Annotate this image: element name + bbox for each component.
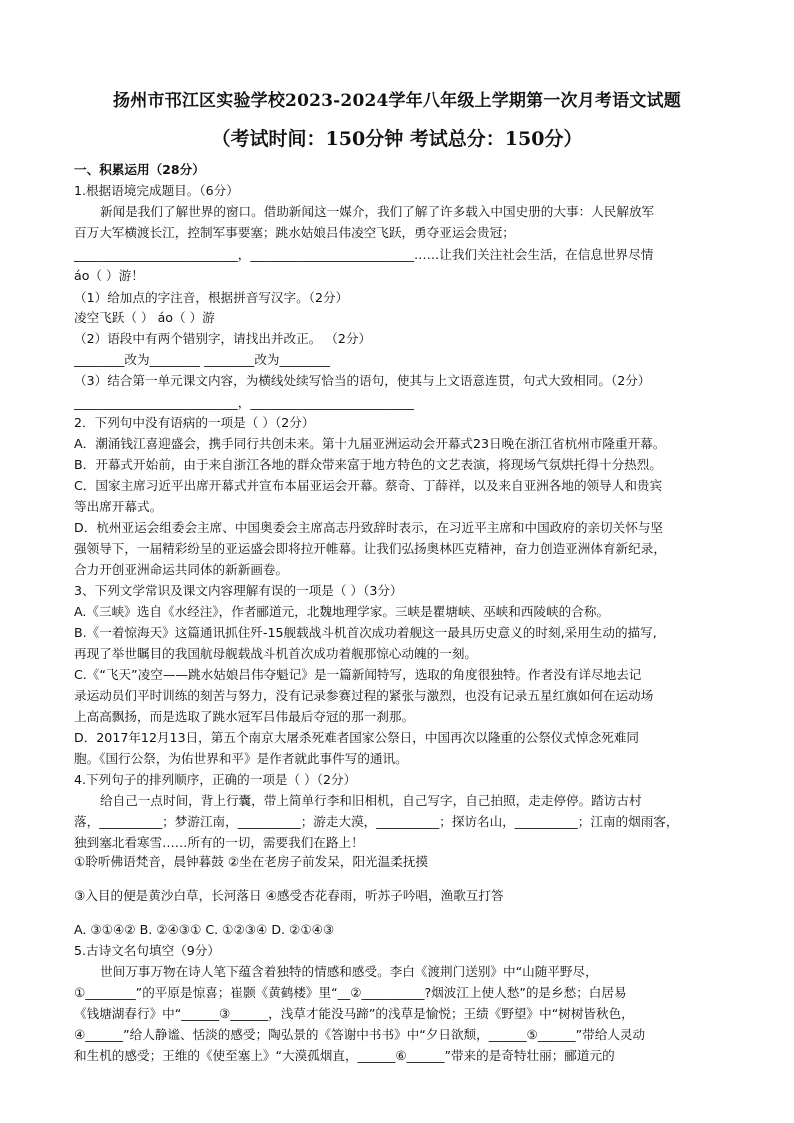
option-line: C.《“飞天”凌空——跳水姑娘吕伟夺魁记》是一篇新闻特写，选取的角度很独特。作者没有详尽地去记: [74, 667, 642, 682]
option-line: D．杭州亚运会组委会主席、中国奥委会主席高志丹致辞时表示，在习近平主席和中国政府的亲切关怀与坚: [74, 520, 664, 535]
option-line: 再现了举世瞩目的我国航母舰载战斗机首次成功着舰那惊心动魄的一刻。: [74, 646, 477, 661]
option-line: B．开幕式开始前，由于来自浙江各地的群众带来富于地方特色的文艺表演，将现场气氛烘托得十分热烈。: [74, 457, 662, 472]
passage-line: ①________”的平原是惊喜；崔颢《黄鹤楼》里“__②__________?烟波江上使人愁”的是乡愁；白居易: [74, 985, 627, 1000]
sub-question: （3）结合第一单元课文内容，为横线处续写恰当的语句，使其与上文语意连贯，句式大致相同。（2分）: [74, 373, 651, 388]
option-line: 录运动员们平时训练的刻苦与努力，没有记录参赛过程的紧张与激烈，也没有记录五星红旗如何在运动场: [74, 688, 654, 703]
option-line: A．潮涌钱江喜迎盛会，携手同行共创未来。第十九届亚洲运动会开幕式23日晚在浙江省杭州市隆重开幕。: [74, 436, 666, 451]
passage-line: 世间万事万物在诗人笔下蕴含着独特的情感和感受。李白《渡荆门送别》中“山随平野尽，: [100, 964, 598, 979]
question-5-stem: 5.古诗文名句填空（9分）: [74, 943, 220, 958]
option-line: 上高高飘扬，而是选取了跳水冠军吕伟最后夺冠的那一刹那。: [74, 709, 415, 724]
question-2-stem: 2．下列句中没有语病的一项是（ ）（2分）: [74, 415, 315, 430]
passage-line: áo（ ）游！: [74, 268, 144, 283]
option-line: 合力开创亚洲命运共同体的新新画卷。: [74, 562, 289, 577]
option-line: C．国家主席习近平出席开幕式并宣布本届亚运会开幕。蔡奇、丁薛祥，以及来自亚洲各地的领导人和贵宾: [74, 478, 663, 493]
passage-line: ④______”给人静谧、恬淡的感受；陶弘景的《答谢中书书》中“夕日欲颓，______⑤______”带给人灵动: [74, 1027, 646, 1042]
option-line: D．2017年12月13日，第五个南京大屠杀死难者国家公祭日，中国再次以隆重的公祭仪式悼念死难同: [74, 730, 639, 745]
passage-line: 给自己一点时间，背上行囊，带上简单行李和旧相机，自己写字，自己拍照，走走停停。踏访古村: [100, 793, 642, 808]
passage-line: 新闻是我们了解世界的窗口。借助新闻这一媒介，我们了解了许多载入中国史册的大事：人民解放军: [100, 204, 655, 219]
passage-line: 独到塞北看寒雪……所有的一切，需要我们在路上！: [74, 835, 364, 850]
answer-line: __________________________，__________________________: [74, 395, 415, 410]
sub-question: （2）语段中有两个错别字，请找出并改正。 （2分）: [74, 331, 372, 346]
sub-question: （1）给加点的字注音，根据拼音写汉字。（2分）: [74, 290, 349, 305]
answer-line: ________改为________ ________改为________: [74, 352, 330, 367]
option-line: 等出席开幕式。: [74, 499, 163, 514]
choice-line: ①聆听佛语梵音，晨钟暮鼓 ②坐在老房子前发呆，阳光温柔抚摸: [74, 854, 429, 869]
question-3-stem: 3、下列文学常识及课文内容理解有误的一项是（ ）（3分）: [74, 583, 403, 598]
question-1-stem: 1.根据语境完成题目。（6分）: [74, 183, 239, 198]
passage-line: 百万大军横渡长江，控制军事要塞；跳水姑娘吕伟凌空飞跃，勇夺亚运会贵冠；: [74, 225, 515, 240]
passage-line: __________________________，__________________________……让我们关注社会生活，在信息世界尽情: [74, 247, 654, 262]
choice-line: ③入目的便是黄沙白草，长河落日 ④感受杏花春雨，听苏子吟唱，渔歌互打答: [74, 888, 504, 903]
exam-subtitle: （考试时间：150分钟 考试总分：150分）: [211, 128, 583, 150]
passage-line: 《钱塘湖春行》中“______③______，浅草才能没马蹄”的浅草是愉悦；王绩《野望》中“树树皆秋色，: [74, 1006, 634, 1021]
answer-options: A. ③①④② B. ②④③① C. ①②③④ D. ②①④③: [74, 922, 335, 937]
option-line: 胞。《国行公祭，为佑世界和平》是作者就此事件写的通讯。: [74, 751, 408, 766]
passage-line: 落，__________；梦游江南，__________；游走大漠，__________；探访名山，__________；江南的烟雨客，: [74, 814, 679, 829]
option-line: B.《一着惊海天》这篇通讯抓住歼-15舰载战斗机首次成功着舰这一最具历史意义的时刻,采用生动的描写,: [74, 625, 657, 640]
answer-line: 凌空飞跃（ ） áo（ ）游: [74, 310, 215, 325]
passage-line: 和生机的感受；王维的《使至塞上》“大漠孤烟直，______⑥______”带来的是奇特壮丽；郦道元的: [74, 1048, 615, 1063]
option-line: 强领导下，一届精彩纷呈的亚运盛会即将拉开帷幕。让我们弘扬奥林匹克精神，奋力创造亚洲体育新纪录，: [74, 541, 666, 556]
section-heading: 一、积累运用（28分）: [74, 162, 205, 177]
question-4-stem: 4.下列句子的排列顺序，正确的一项是（ ）（2分）: [74, 772, 357, 787]
option-line: A.《三峡》选自《水经注》，作者郦道元，北魏地理学家。三峡是瞿塘峡、巫峡和西陵峡的合称。: [74, 604, 610, 619]
exam-title: 扬州市邗江区实验学校2023-2024学年八年级上学期第一次月考语文试题: [113, 91, 681, 111]
